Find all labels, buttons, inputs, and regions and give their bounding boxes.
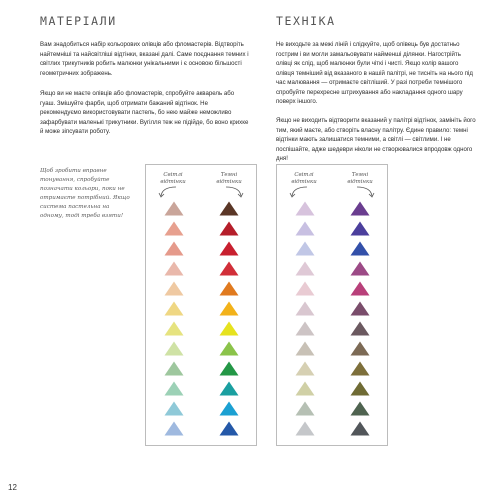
light-swatch	[295, 341, 315, 356]
light-swatch	[164, 221, 184, 236]
arrow-icon	[287, 186, 309, 198]
left-paragraph: Якщо ви не маєте олівців або фломастерів, спробуйте акварель або гуаш. Змішуйте фарби, щоб отримати бажаний відтінок. Не рекомендуємо використовувати пастель, бо нею майже неможливо зафарбувати маленькі трикутники. Вугілля теж не підійде, бо воно крихке й може зіпсувати роботу.	[40, 90, 249, 135]
dark-swatch	[219, 381, 239, 396]
light-swatch	[295, 201, 315, 216]
dark-swatch	[219, 261, 239, 276]
light-swatch	[295, 401, 315, 416]
light-swatch	[164, 301, 184, 316]
dark-swatch	[219, 201, 239, 216]
arrow-icon	[355, 186, 377, 198]
right-heading: ТЕХНІКА	[276, 14, 336, 28]
dark-swatch	[219, 421, 239, 436]
dark-swatch	[219, 361, 239, 376]
light-swatch	[295, 321, 315, 336]
light-swatch	[164, 261, 184, 276]
light-swatch	[164, 241, 184, 256]
dark-swatch	[219, 301, 239, 316]
dark-swatch	[350, 361, 370, 376]
light-swatch	[295, 281, 315, 296]
light-swatch	[164, 341, 184, 356]
dark-swatch	[350, 401, 370, 416]
dark-swatch	[350, 221, 370, 236]
dark-swatch	[350, 301, 370, 316]
dark-swatch	[219, 281, 239, 296]
dark-swatch	[350, 201, 370, 216]
light-swatch	[164, 401, 184, 416]
arrow-icon	[156, 186, 178, 198]
dark-swatch	[219, 321, 239, 336]
dark-shades-label: Темні відтінки	[347, 172, 373, 185]
dark-swatch	[219, 221, 239, 236]
dark-shades-label: Темні відтінки	[216, 172, 242, 185]
light-swatch	[164, 201, 184, 216]
light-swatch	[164, 281, 184, 296]
light-swatch	[295, 221, 315, 236]
dark-swatch	[219, 401, 239, 416]
light-shades-label: Світлі відтінки	[291, 172, 317, 185]
arrow-icon	[224, 186, 246, 198]
left-color-palette	[145, 164, 257, 446]
right-paragraph: Не виходьте за межі ліній і слідкуйте, щоб олівець був достатньо гострим і ви могли замальовувати найменші ділянки. Нагострійть олівці як слід, щоб малюнки були чіткі і чисті. Якщо колір вашого олівця темніший від вказаного в нашій палітрі, не тисніть на нього під час малювання — отримаєте світліший. У разі потреби темнішого спробуйте перехресне штрихування або накладання одного шару поверх іншого.	[276, 41, 473, 105]
dark-swatch	[350, 241, 370, 256]
right-color-palette	[276, 164, 388, 446]
dark-swatch	[350, 381, 370, 396]
light-swatch	[164, 361, 184, 376]
dark-swatch	[350, 261, 370, 276]
light-swatch	[164, 381, 184, 396]
light-swatch	[295, 261, 315, 276]
handwritten-note: Щоб зробити вправне тонування, спробуйте позначати кольори, поки не отримаєте потрібний. Якщо система пастельна на одному, тоді треба взяти!	[40, 168, 130, 219]
dark-swatch	[219, 341, 239, 356]
dark-swatch	[350, 281, 370, 296]
light-swatch	[164, 321, 184, 336]
light-swatch	[295, 301, 315, 316]
light-swatch	[295, 361, 315, 376]
light-swatch	[295, 241, 315, 256]
light-shades-label: Світлі відтінки	[160, 172, 186, 185]
light-swatch	[295, 381, 315, 396]
left-paragraph: Вам знадобиться набір кольорових олівців або фломастерів. Відтворіть найтемніші та найсвітліші відтінки, вказані далі. Саме поєднання темних і світлих трикутників робить малюнки унікальними і є основою більшості геометричних зображень.	[40, 41, 249, 77]
light-swatch	[164, 421, 184, 436]
page-number: 12	[8, 483, 17, 492]
light-swatch	[295, 421, 315, 436]
right-paragraph: Якщо не виходить відтворити вказаний у палітрі відтінок, замініть його тим, який маєте, або створіть власну палітру. Єдине правило: темні відтінки мають залишатися темними, а світлі — світлими. І не поспішайте, адже шедеври ніколи не створювалися впродовж одного дня!	[276, 117, 476, 162]
dark-swatch	[350, 421, 370, 436]
dark-swatch	[350, 321, 370, 336]
dark-swatch	[350, 341, 370, 356]
left-heading: МАТЕРІАЛИ	[40, 14, 117, 28]
dark-swatch	[219, 241, 239, 256]
